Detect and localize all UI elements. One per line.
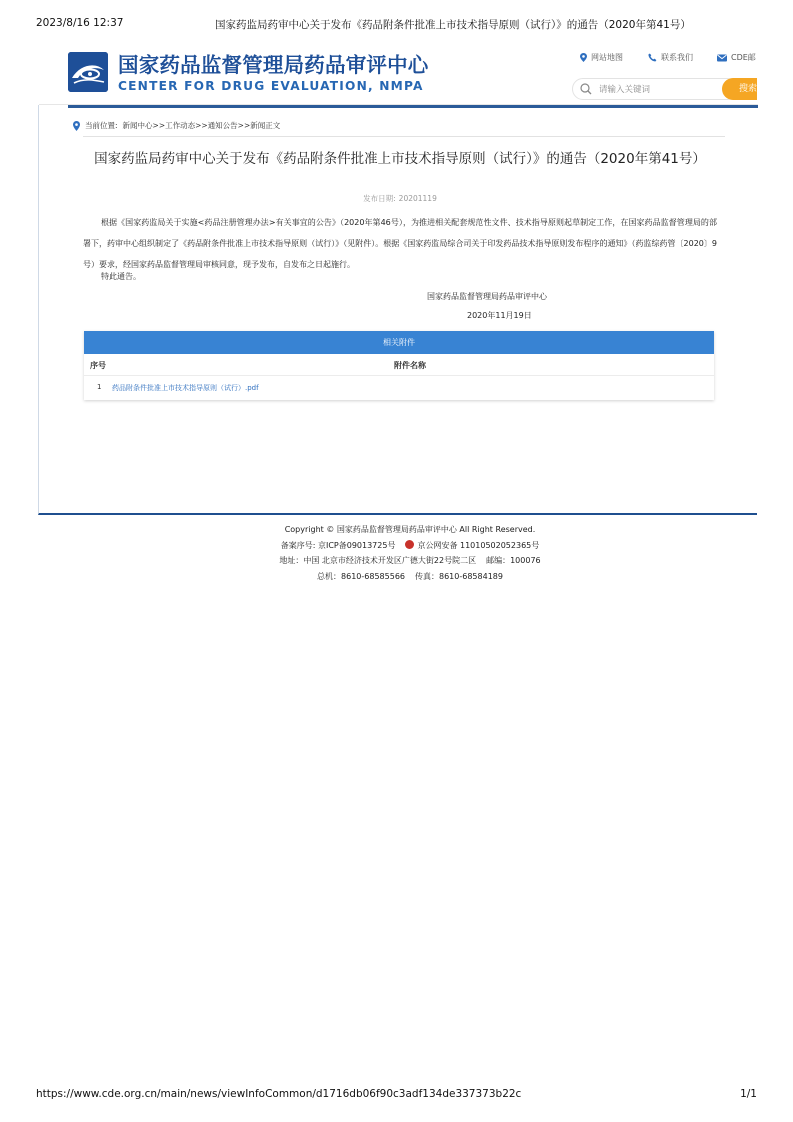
column-header-no: 序号 (90, 361, 106, 370)
publish-date (84, 193, 716, 204)
publish-date-label: 发布日期: (363, 194, 396, 203)
contact-label: 联系我们 (661, 53, 693, 62)
print-header (36, 17, 757, 33)
site-name-cn: 国家药品监督管理局药品审评中心 (118, 53, 429, 77)
print-timestamp: 2023/8/16 12:37 (36, 17, 124, 29)
signature-organization: 国家药品监督管理局药品审评中心 (427, 292, 547, 301)
search-box (572, 78, 738, 100)
signature-date: 2020年11月19日 (467, 311, 532, 320)
site-name-en: CENTER FOR DRUG EVALUATION, NMPA (118, 79, 424, 93)
footer-copyright: Copyright © 国家药品监督管理局药品审评中心 All Right Reserved. (284, 525, 536, 534)
footer-registration (180, 538, 640, 554)
location-pin-icon (580, 53, 587, 62)
police-badge-icon (405, 540, 414, 549)
article-title: 国家药监局药审中心关于发布《药品附条件批准上市技术指导原则（试行）》的通告（2020年第41号） (94, 151, 706, 167)
breadcrumb-path[interactable]: 新闻中心>>工作动态>>通知公告>>新闻正文 (122, 121, 281, 130)
footer-phone: 总机：8610-68585566 (317, 571, 405, 581)
breadcrumb-divider (83, 136, 725, 137)
search-input[interactable] (599, 82, 719, 97)
site-map-link[interactable] (580, 52, 623, 63)
search-button[interactable]: 搜索 (722, 78, 757, 100)
footer-address: 地址：中国 北京市经济技术开发区广德大街22号院二区 (279, 556, 477, 565)
site-footer (180, 522, 640, 584)
cde-mail-link[interactable] (717, 52, 756, 63)
article-body: 根据《国家药监局关于实施<药品注册管理办法>有关事宜的公告》（2020年第46号），为推进相关配套规范性文件、技术指导原则起草制定工作，在国家药品监督管理局的部署下，药审中心组织制定了《药品附条件批准上市技术指导原则（试行）》（见附件）。根据《国家药监局综合司关于印发药品技术指导原则发布程序的通知》（药监综药管〔2020〕9号）要求，经国家药品监督管理局审核同意，现予发布，自发布之日起施行。 (83, 218, 717, 269)
column-header-name: 附件名称 (394, 361, 426, 370)
logo-emblem-icon (68, 52, 108, 92)
attachment-row (84, 376, 714, 398)
print-page-number: 1/1 (740, 1088, 757, 1100)
attachments-column-headers (84, 354, 714, 376)
attachment-file-link[interactable]: 药品附条件批准上市技术指导原则（试行）.pdf (112, 384, 259, 392)
content-frame (38, 105, 757, 515)
contact-link[interactable] (648, 52, 693, 63)
article-closing: 特此通告。 (101, 272, 141, 281)
location-pin-icon (73, 121, 80, 131)
footer-address-line (180, 553, 640, 569)
cde-mail-label: CDE邮 (731, 53, 756, 62)
print-url: https://www.cde.org.cn/main/news/viewInfoCommon/d1716db06f90c3adf134de337373b22c (36, 1088, 522, 1100)
publish-date-value: 20201119 (398, 194, 437, 203)
footer-contact-line (180, 569, 640, 585)
search-area (572, 78, 757, 100)
attachments-header: 相关附件 (84, 331, 714, 354)
attachments-panel (84, 331, 714, 400)
site-logo[interactable] (68, 52, 108, 92)
site-header (38, 45, 757, 105)
footer-fax: 传真：8610-68584189 (415, 571, 503, 581)
print-footer (36, 1088, 757, 1102)
site-map-label: 网站地图 (591, 53, 623, 62)
breadcrumb-label: 当前位置: (85, 121, 118, 130)
footer-postcode: 邮编：100076 (486, 556, 541, 565)
print-page-title: 国家药监局药审中心关于发布《药品附条件批准上市技术指导原则（试行）》的通告（2020年第41号） (215, 19, 691, 31)
footer-police-record[interactable]: 京公网安备 11010502052365号 (417, 540, 540, 550)
attachment-number: 1 (97, 383, 102, 391)
footer-icp[interactable]: 备案序号: 京ICP备09013725号 (280, 540, 396, 550)
mail-icon (717, 54, 727, 62)
content-top-bar (68, 105, 758, 108)
search-icon (580, 83, 592, 95)
phone-icon (648, 53, 657, 62)
breadcrumb (73, 120, 280, 131)
